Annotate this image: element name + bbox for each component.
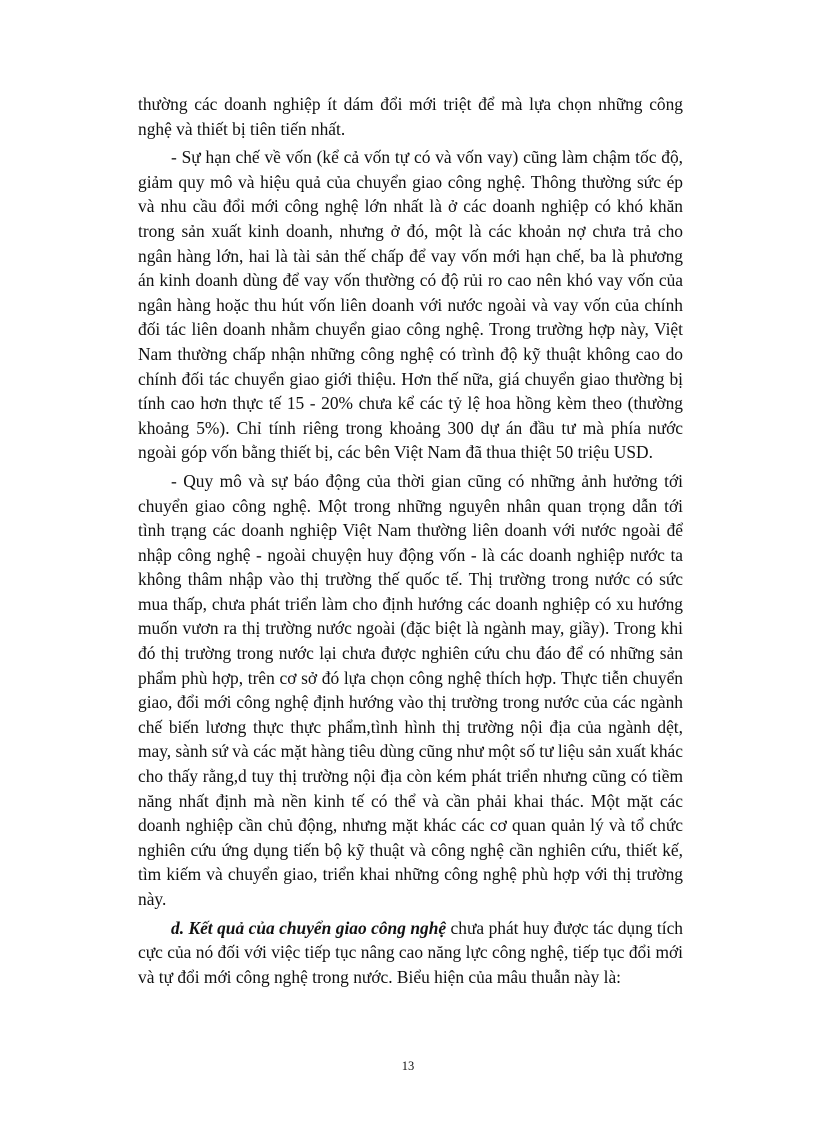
page-number: 13 [401, 1059, 415, 1073]
paragraph-text: - Quy mô và sự báo động của thời gian cũng có những ảnh hưởng tới chuyển giao công nghệ. Một trong những nguyên nhân quan trọng dẫn tới tình trạng các doanh nghiệp Việt Nam thường liên doanh với nước ngoài để nhập công nghệ - ngoài chuyện huy động vốn - là các doanh nghiệp nước ta không thâm nhập vào thị trường thế quốc tế. Thị trường trong nước có sức mua thấp, chưa phát triển làm cho định hướng các doanh nghiệp có xu hướng muốn vươn ra thị trường nước ngoài (đặc biệt là ngành may, giầy). Trong khi đó thị trường trong nước lại chưa được nghiên cứu chu đáo để có những sản phẩm phù hợp, trên cơ sở đó lựa chọn công nghệ thích hợp. Thực tiễn chuyển giao, đổi mới công nghệ định hướng vào thị trường trong nước của các ngành chế biến lương thực thực phẩm,tình hình thị trường nội địa của ngành dệt, may, sành sứ và các mặt hàng tiêu dùng cũng như một số tư liệu sản xuất khác cho thấy rằng,d tuy thị trường nội địa còn kém phát triển nhưng cũng có tiềm năng nhất định mà nền kinh tế có thể và cần phải khai thác. Một mặt các doanh nghiệp cần chủ động, nhưng mặt khác các cơ quan quản lý và tổ chức nghiên cứu ứng dụng tiến bộ kỹ thuật và công nghệ cần nghiên cứu, thiết kế, tìm kiếm và chuyển giao, triển khai những công nghệ phù hợp với thị trường này. [138, 470, 683, 909]
paragraph-text: - Sự hạn chế về vốn (kể cả vốn tự có và vốn vay) cũng làm chậm tốc độ, giảm quy mô và hiệu quả của chuyển giao công nghệ. Thông thường sức ép và nhu cầu đổi mới công nghệ lớn nhất là ở các doanh nghiệp có khó khăn trong sản xuất kinh doanh, nhưng ở đó, một là các khoản nợ chưa trả cho ngân hàng lớn, hai là tài sản thế chấp để vay vốn mới hạn chế, ba là phương án kinh doanh dùng để vay vốn thường có độ rủi ro cao nên khó vay vốn của ngân hàng hoặc thu hút vốn liên doanh với nước ngoài và vay vốn của chính đối tác liên doanh nhằm chuyển giao công nghệ. Trong trường hợp này, Việt Nam thường chấp nhận những công nghệ có trình độ kỹ thuật không cao do chính đối tác chuyển giao giới thiệu. Hơn thế nữa, giá chuyển giao thường bị tính cao hơn thực tế 15 - 20% chưa kể các tỷ lệ hoa hồng kèm theo (thường khoảng 5%). Chỉ tính riêng trong khoảng 300 dự án đầu tư mà phía nước ngoài góp vốn bằng thiết bị, các bên Việt Nam đã thua thiệt 50 triệu USD. [138, 147, 683, 463]
paragraph-text: chưa phát huy được tác dụng tích cực của nó đối với việc tiếp tục nâng cao năng lực công nghệ, tiếp tục đổi mới và tự đổi mới công nghệ trong nước. Biểu hiện của mâu thuẫn này là: [138, 917, 683, 987]
paragraph-results [138, 916, 683, 990]
paragraph-market-scale [138, 469, 683, 912]
document-page [138, 92, 683, 989]
paragraph-continuation [138, 92, 683, 141]
paragraph-capital-constraint [138, 145, 683, 465]
section-heading: d. Kết quả của chuyển giao công nghệ [171, 917, 447, 938]
paragraph-text: thường các doanh nghiệp ít dám đổi mới triệt để mà lựa chọn những công nghệ và thiết bị tiên tiến nhất. [138, 94, 683, 139]
